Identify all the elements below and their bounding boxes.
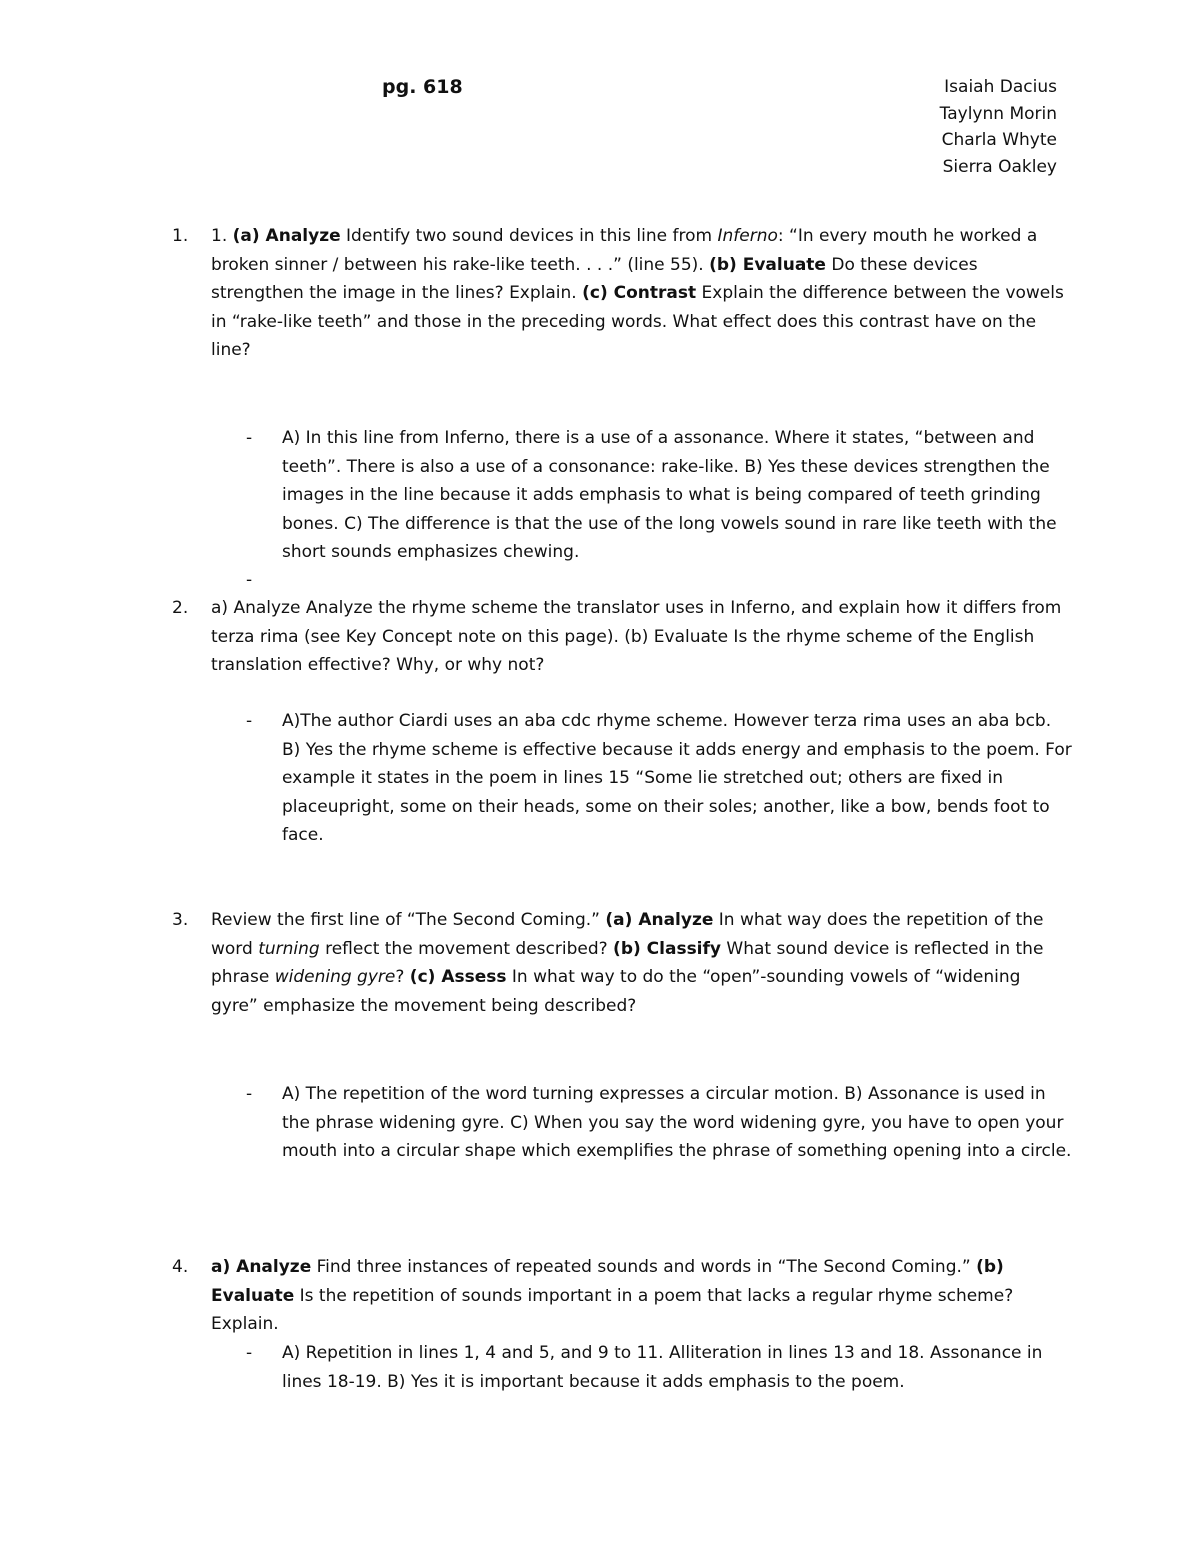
author-name: Sierra Oakley xyxy=(942,156,1057,177)
bullet-dash: - xyxy=(246,711,253,731)
question-text-run: (b) Evaluate xyxy=(211,1257,1004,1306)
question-text-run: Review the first line of “The Second Coming.” xyxy=(211,910,606,930)
question-number: 1. xyxy=(172,226,189,246)
answer-text: A) The repetition of the word turning expresses a circular motion. B) Assonance is used in the phrase widening gyre. C) When you say the word widening gyre, you have to open your mouth into a circular shape which exemplifies the phrase of something opening into a circle. xyxy=(282,1084,1072,1161)
question-text-run: (c) Assess xyxy=(409,967,507,987)
question-text-run: (b) Evaluate xyxy=(709,254,826,275)
author-name: Taylynn Morin xyxy=(939,103,1057,124)
question-text-run: Identify two sound devices in this line from xyxy=(340,226,718,246)
answer-text: A)The author Ciardi uses an aba cdc rhyme scheme. However terza rima uses an aba bcb. B) Yes the rhyme scheme is effective because it adds energy and emphasis to the poem. For example it states in the poem in lines 15 “Some lie stretched out; others are fixed in placeupright, some on their heads, some on their soles; another, like a bow, bends foot to face. xyxy=(282,711,1072,845)
question-text-run: Find three instances of repeated sounds and words in “The Second Coming.” xyxy=(311,1257,977,1277)
question-text-run: widening gyre xyxy=(274,967,396,987)
question-text-run: Do these devices strengthen the image in the lines? Explain. xyxy=(211,254,978,303)
question-text-run: Is the repetition of sounds important in a poem that lacks a regular rhyme scheme? Explain. xyxy=(211,1285,1014,1334)
question-text-run: What sound device is reflected in the phrase xyxy=(211,938,1044,987)
bullet-dash: - xyxy=(246,570,253,590)
author-list xyxy=(940,74,1057,180)
question-text-run: (a) Analyze xyxy=(232,226,341,246)
question-text-run: Inferno xyxy=(717,226,778,246)
bullet-dash: - xyxy=(246,1084,253,1104)
question-number: 3. xyxy=(172,910,189,930)
bullet-dash: - xyxy=(246,1343,253,1363)
author-name: Isaiah Dacius xyxy=(944,77,1057,97)
question-text-run: (a) Analyze xyxy=(605,910,714,930)
question-text-run: : “In every mouth he worked a broken sinner / between his rake-like teeth. . . .” (line 55). xyxy=(211,226,1038,275)
question-text-run: 1. xyxy=(211,226,233,246)
bullet-dash: - xyxy=(246,428,253,448)
question-text-run: In what way does the repetition of the word xyxy=(211,910,1044,959)
question-text-run: reflect the movement described? xyxy=(319,938,614,959)
question-number: 4. xyxy=(172,1257,189,1277)
question-text xyxy=(211,594,1066,680)
question-text-run: In what way to do the “open”-sounding vowels of “widening gyre” emphasize the movement being described? xyxy=(211,967,1021,1016)
question-text-run: turning xyxy=(258,938,320,959)
answer-text: A) Repetition in lines 1, 4 and 5, and 9 to 11. Alliteration in lines 13 and 18. Assonance in lines 18-19. B) Yes it is important because it adds emphasis to the poem. xyxy=(282,1343,1043,1392)
question-text xyxy=(211,1253,1066,1339)
page-reference: pg. 618 xyxy=(382,76,463,98)
question-text-run: a) Analyze Analyze the rhyme scheme the translator uses in Inferno, and explain how it differs from terza rima (see Key Concept note on this page). (b) Evaluate Is the rhyme scheme of the English translation effective? Why, or why not? xyxy=(211,598,1062,675)
question-text xyxy=(211,222,1066,365)
answer-text: A) In this line from Inferno, there is a use of a assonance. Where it states, “between and teeth”. There is also a use of a consonance: rake-like. B) Yes these devices strengthen the images in the line because it adds emphasis to what is being compared of teeth grinding bones. C) The difference is that the use of the long vowels sound in rare like teeth with the short sounds emphasizes chewing. xyxy=(282,428,1057,562)
question-text xyxy=(211,906,1066,1020)
question-text-run: Explain the difference between the vowels in “rake-like teeth” and those in the preceding words. What effect does this contrast have on the line? xyxy=(211,283,1064,360)
question-text-run: ? xyxy=(395,967,410,987)
question-number: 2. xyxy=(172,598,189,618)
question-text-run: a) Analyze xyxy=(211,1257,312,1277)
question-text-run: (c) Contrast xyxy=(582,283,697,303)
question-text-run: (b) Classify xyxy=(613,938,721,959)
author-name: Charla Whyte xyxy=(941,130,1057,150)
